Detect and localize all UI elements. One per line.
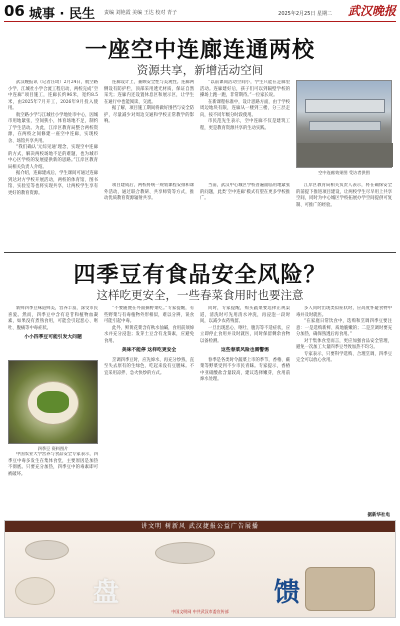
paragraph: 连廊设计上，兼顾安全性与美观性。连廊两侧设有防护栏，顶部采用透光材质，保证自然采光；连廊内还设置休息区和展示区，让学生在通行中也能阅读、交流。 [104, 80, 194, 105]
dish-illustration [155, 542, 215, 564]
paragraph: 专家表示，只要科学选购、合理烹调，四季豆完全可以放心食用。 [296, 351, 392, 363]
paragraph: 此外，鲜黄花菜含有秋水仙碱，食用前须焯水并充分浸泡；发芽土豆含有龙葵素，应避免食用。 [104, 325, 194, 344]
paragraph: “不要随便在外面摘野菜吃。”专家提醒，有些野菜与有毒植物外形相似，难以分辨，误食可能引起中毒。 [104, 306, 194, 324]
paragraph: 当前，武汉中心城区学校普遍面临用地紧张的问题，此类‘空中连廊’模式有望在更多学校推广。 [200, 183, 290, 201]
section-name: 城事 · 民生 [29, 7, 95, 22]
news-source: 据新华社电 [367, 513, 390, 518]
section-number: 06 [4, 2, 25, 20]
story2-column-4 [296, 306, 392, 509]
paragraph: 在新课程标准中，设计思路方面，由于学校周边地块有限，连廊从一楼到三楼，分三层走向，按不同年级分时段使用。 [200, 99, 290, 118]
story1-column-6 [296, 183, 392, 248]
banner-artwork [5, 532, 395, 617]
paragraph: 多人同时出现类似症状时，应高度怀疑食物中毒并及时就医。 [296, 306, 392, 318]
story2-headline: 四季豆有食品安全风险？ [73, 263, 327, 288]
story1-headline: 一座空中连廊连通两校 [84, 38, 315, 63]
subheading: 美味不能停 这样吃更安全 [121, 348, 177, 353]
subheading: 这些春菜风险也需警惕 [221, 348, 269, 353]
story1-subheadline: 资源共享，新增活动空间 [136, 63, 264, 77]
story1-column-2 [104, 80, 194, 180]
story1-column-4 [104, 183, 194, 248]
bowl-illustration [15, 577, 55, 605]
green-beans [37, 391, 69, 413]
banner-character-right: 馈 [273, 578, 300, 608]
paragraph: 对于集体食堂而言，更应加强食品安全管理，避免一次加工大量四季豆导致加热不均匀。 [296, 338, 392, 350]
paragraph: 市民范先生表示，空中连廊不仅是建筑工程，更是教育资源共享的生动实践。 [200, 119, 290, 131]
masthead [4, 2, 396, 22]
public-service-ad-banner [4, 520, 396, 618]
story2-column-2 [104, 306, 194, 509]
editors-credit: 责编 刘艳霞 美编 王达 校对 青子 [104, 10, 177, 16]
paragraph: 据介绍，连廊建成后，学生课间可通过连廊到达对方学校开展活动，两校的体育馆、图书馆、实验室等也将实现共享，让两校学生享有更好的教育资源。 [8, 171, 98, 196]
story2-column-1 [8, 306, 98, 358]
paragraph: 烹调四季豆时，应先焯水，再充分炒熟，直至失去原有的生绿色、吃起来没有豆腥味。不宜采用凉拌、急火快炒的方式。 [104, 357, 194, 376]
paragraph: 据了解，项目施工期间将做好围挡与安全防护，尽量减少对周边交通和学校正常教学的影响。 [104, 106, 194, 124]
banner-title: 讲文明 树新风 武汉捷报公益广告展播 [5, 521, 395, 532]
paragraph: 项目建成后，两校将统一规划课程安排和课外活动，通过联合教研、共享师资等方式，推动优质教育资源辐射共享。 [104, 183, 194, 201]
paragraph: “在家庭日常饮食中，选购和烹调四季豆要注意：一是选购新鲜、质地脆嫩的；二是烹调时要充分加热，确保熟透后再食用。” [296, 319, 392, 337]
green-beans-photo [8, 360, 98, 444]
paragraph: 武汉晚报讯（记者汪琦）2月24日，航空路小学、江城社小学合流工程启动，两校完成“空中连廊”项目施工，连廊长约96米，宽约8.5米，由2025年7月开工，2026年9月投入使用。 [8, 80, 98, 111]
story2-subheadline: 这样吃更安全，一些春菜食用时也要注意 [96, 288, 304, 302]
paragraph: 同时，专家提醒，购买蔬菜要选择正规渠道，清洗时可先用清水冲洗，再浸泡一段时间，以减少农药残留。 [200, 306, 290, 324]
paragraph: “我们确认‘元综见通’理念，实现空中连廊的方式，解决两校场地不足的难题，也为城市中心区学校的发展提供新的思路。”江岸区教育局相关负责人介绍。 [8, 145, 98, 170]
paragraph: 春季是各类时令蔬菜上市的季节，香椿、蕨菜等野菜受到不少市民青睐。专家提示，香椿中亚硝酸盐含量较高，建议选择嫩芽，食用前焯水处理。 [200, 357, 290, 382]
road [297, 143, 393, 167]
paragraph: “以前课间活动空间小，学生只能在走廊里活动。连廊建好后，孩子们可以到隔壁学校的操场上跑一跑，非常期待。”一位家长说。 [200, 80, 290, 98]
banner-footer: 中国文明网 中共武汉市委宣传部 [171, 609, 229, 614]
tray-illustration [305, 567, 375, 611]
photo-caption: 四季豆 资料图片 [37, 446, 69, 451]
photo-caption: 空中连廊效果图 受访者供图 [318, 170, 370, 175]
section-divider [4, 252, 396, 253]
paragraph: 江岸区教育局相关负责人表示，将在确保安全的前提下推进项目建设，让两校学生尽早用上共享空间，同时为中心城区学校拓展办学空间提供可复制、可推广的经验。 [296, 183, 392, 208]
issue-date: 2025年2月25日 星期二 [278, 11, 332, 17]
paragraph: 航空路小学与江城社小学地处市中心，因城市用地紧张，空间狭小，体育场地不足，制约了学生活动。为此，江岸区教育局整合两校资源，在两校之间修建一座空中连廊，实现校舍、场馆共享共用。 [8, 112, 98, 144]
bridge-deck-lower [309, 121, 381, 131]
story2-column-3 [200, 306, 290, 509]
story1-column-3 [200, 80, 290, 180]
banner-character-left: 盘 [93, 578, 120, 608]
paragraph: 新鲜四季豆味道鲜美，营养丰富，深受市民喜爱。然而，四季豆中含有皂苷和植物血凝素，如果没有煮熟食用，可能会引起恶心、呕吐、腹痛等中毒症状。 [8, 306, 98, 331]
subheading: 小小四季豆可能引发大问题 [24, 335, 82, 340]
story1-column-5 [200, 183, 290, 248]
bridge-deck-upper [305, 99, 385, 113]
paper-logo: 武汉晚报 [347, 4, 396, 18]
story2-column-1b [8, 452, 98, 509]
paragraph: 一旦出现恶心、呕吐、腹泻等不适症状，应立即停止食用并及时就医，同时保留剩余食物以备检测。 [200, 325, 290, 344]
paragraph: 中国农业大学营养与食品安全专家表示，四季豆中毒多发生在集体食堂，主要原因是加热不彻底。只要充分加热，四季豆中的毒素即可被破坏。 [8, 452, 98, 477]
dish-illustration [25, 540, 69, 560]
bridge-rendering-photo [296, 80, 392, 168]
